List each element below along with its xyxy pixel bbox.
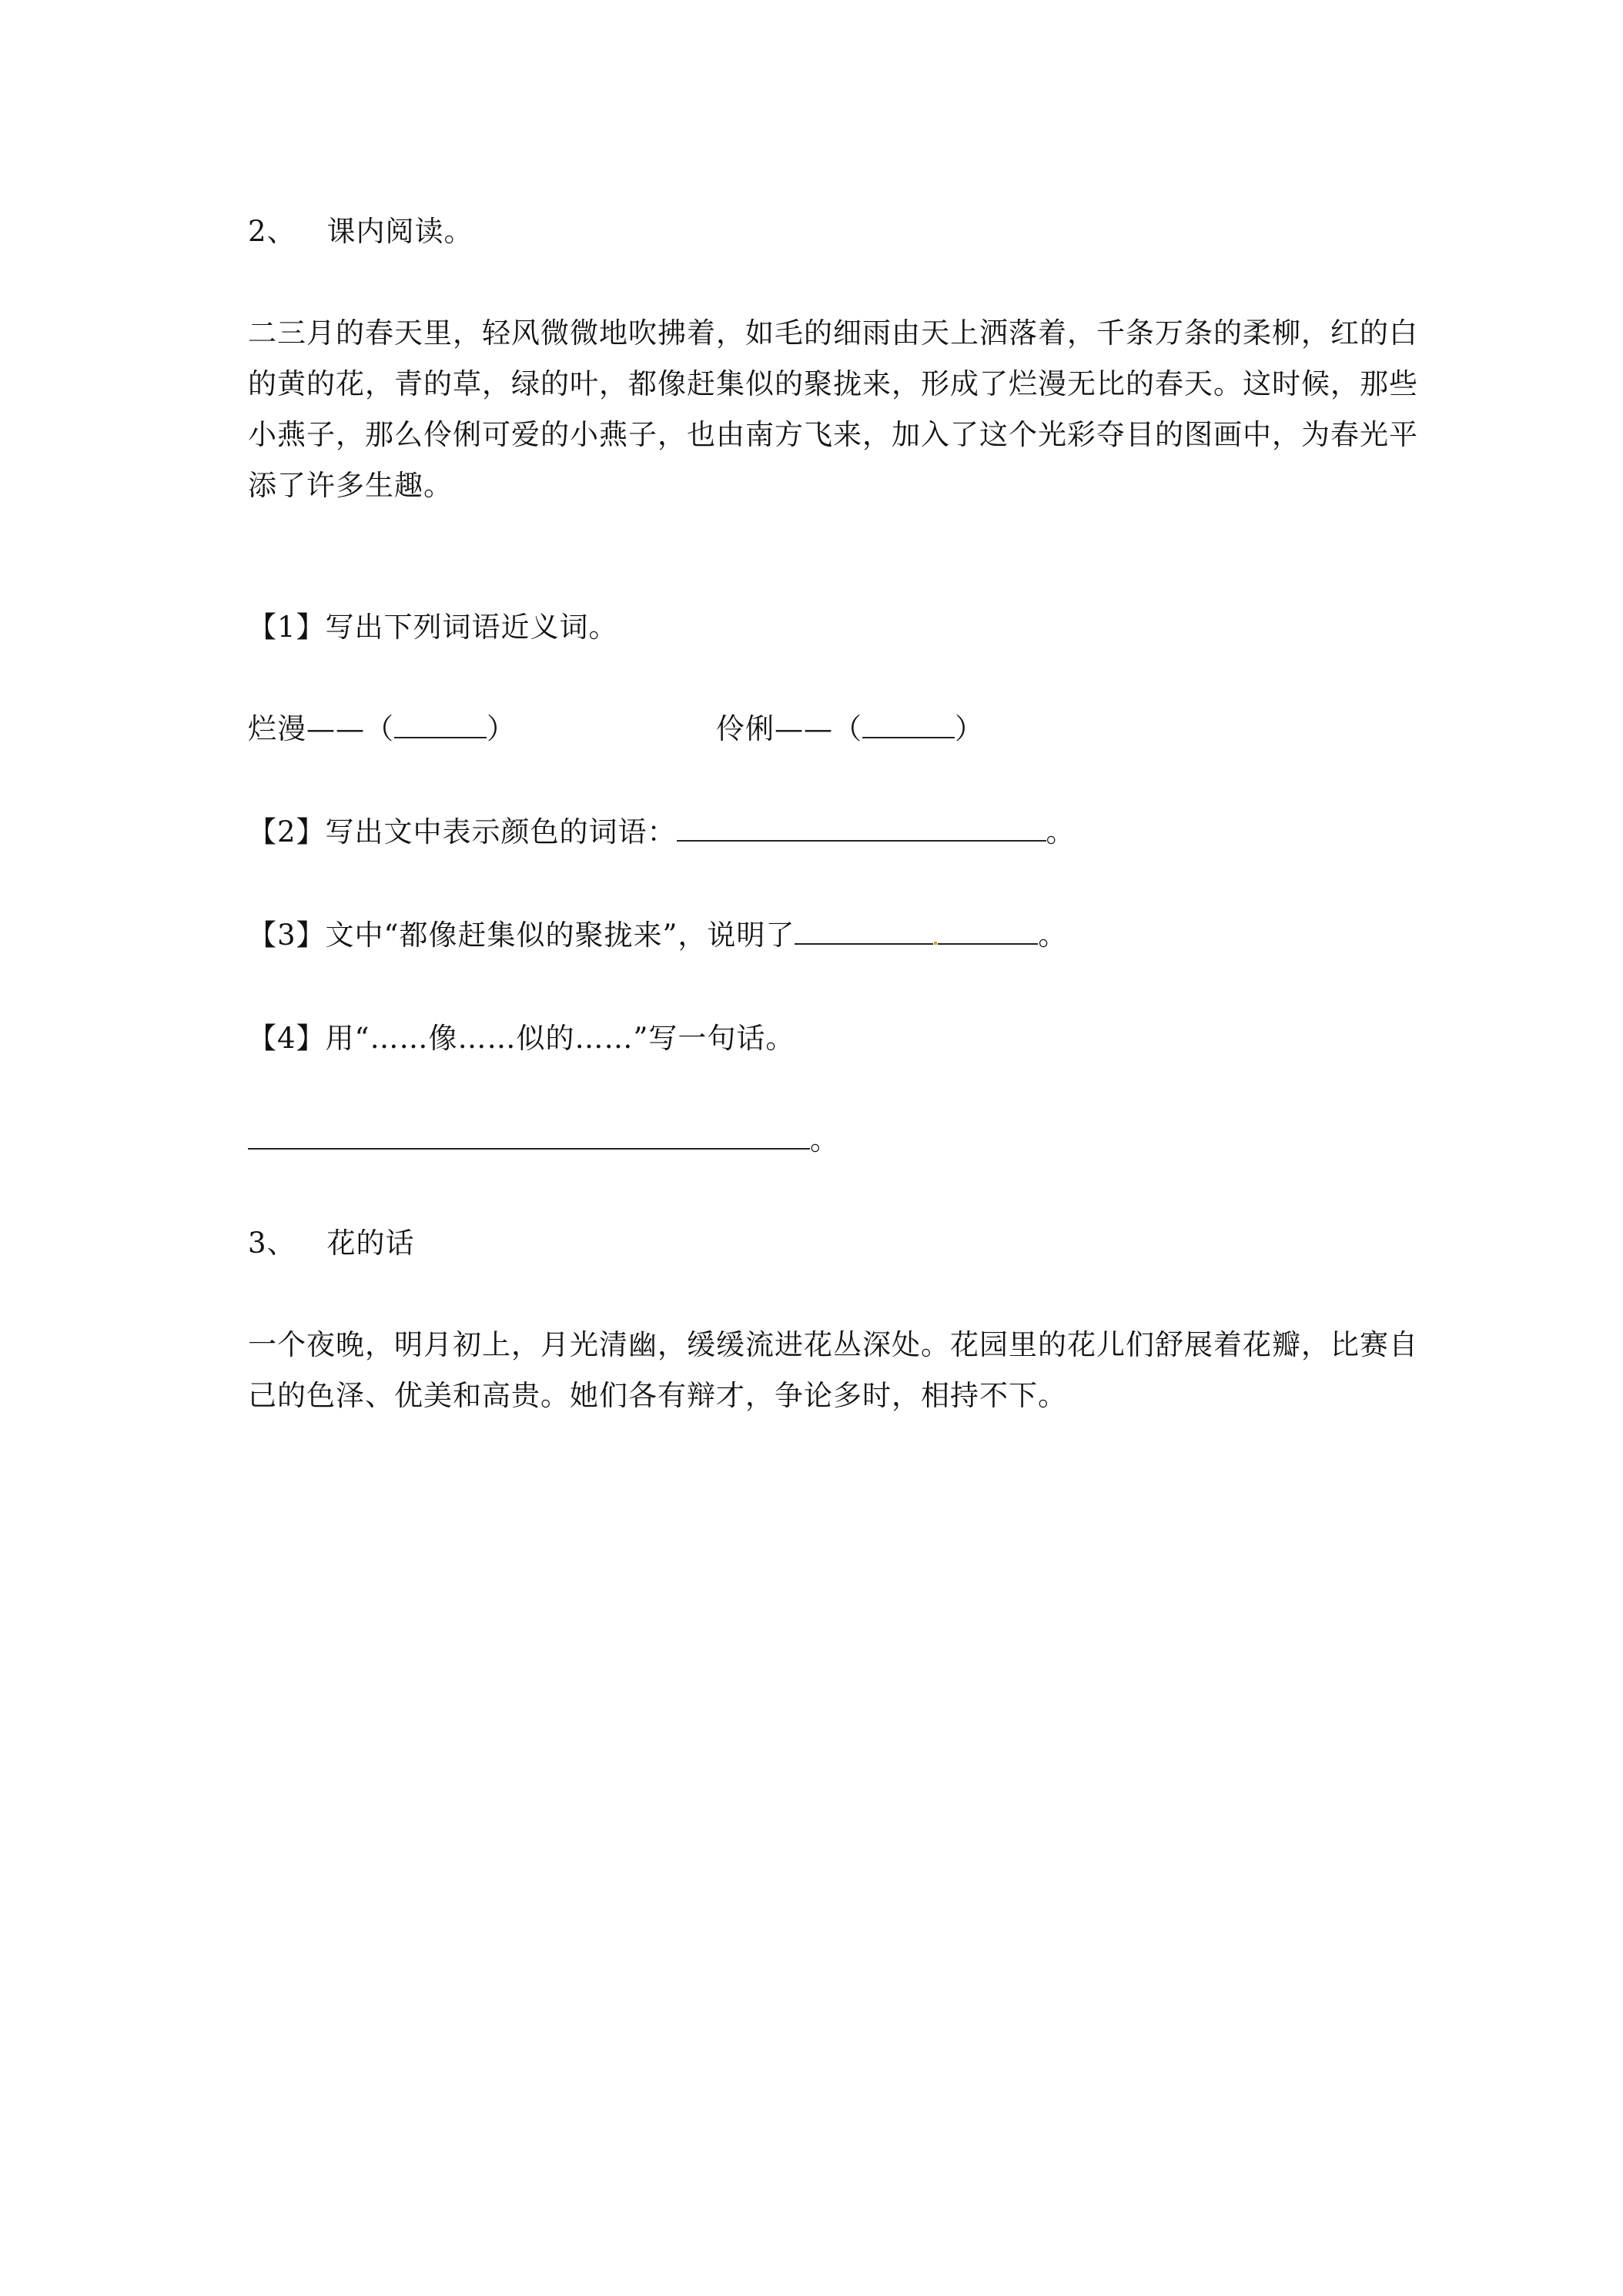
- section-3-heading: [248, 1224, 415, 1263]
- passage-line: 添了许多生趣。: [248, 469, 453, 502]
- question-3: [248, 916, 1067, 955]
- answer-blank-colors[interactable]: [677, 814, 1046, 842]
- question-3-end: 。: [1038, 919, 1068, 952]
- synonym-item-a-close: ）: [487, 712, 516, 745]
- synonym-blank-b[interactable]: [862, 711, 955, 738]
- synonym-item-b-close: ）: [955, 712, 984, 745]
- question-1-prompt: 【1】写出下列词语近义词。: [248, 611, 618, 644]
- question-4-end: 。: [810, 1123, 839, 1156]
- stray-mark: [934, 942, 937, 945]
- section-3-number: 3、: [248, 1227, 296, 1260]
- question-2-prompt: 【2】写出文中表示颜色的词语：: [248, 815, 677, 848]
- passage-line: 小燕子，那么伶俐可爱的小燕子，也由南方飞来，加入了这个光彩夺目的图画中，为春光平: [248, 418, 1418, 451]
- passage-line: 一个夜晚，明月初上，月光清幽，缓缓流进花丛深处。花园里的花儿们舒展着花瓣，比赛自: [248, 1328, 1418, 1361]
- answer-blank-meaning-part2[interactable]: [938, 917, 1038, 945]
- synonym-blank-a[interactable]: [394, 711, 487, 738]
- section-2-title: 课内阅读。: [326, 215, 474, 248]
- passage-line: 己的色泽、优美和高贵。她们各有辩才，争论多时，相持不下。: [248, 1379, 1067, 1412]
- answer-blank-meaning-part1[interactable]: [795, 917, 933, 945]
- question-2-end: 。: [1046, 815, 1076, 848]
- question-1-items: [248, 710, 984, 748]
- section-3-title: 花的话: [326, 1227, 415, 1260]
- section-2-heading: [248, 213, 474, 251]
- answer-blank-sentence[interactable]: [248, 1122, 810, 1150]
- section-3-passage: [248, 1320, 1418, 1421]
- question-4-prompt: 【4】用“……像……似的……”写一句话。: [248, 1022, 795, 1055]
- question-4-answer: [248, 1121, 839, 1160]
- synonym-item-a-label: 烂漫——（: [248, 712, 394, 745]
- passage-line: 二三月的春天里，轻风微微地吹拂着，如毛的细雨由天上洒落着，千条万条的柔柳，红的白: [248, 316, 1418, 350]
- question-3-prompt: 【3】文中“都像赶集似的聚拢来”，说明了: [248, 919, 795, 952]
- section-2-passage: [248, 308, 1418, 511]
- passage-line: 的黄的花，青的草，绿的叶，都像赶集似的聚拢来，形成了烂漫无比的春天。这时候，那些: [248, 367, 1418, 400]
- synonym-item-b-label: 伶俐——（: [716, 712, 862, 745]
- question-2: [248, 813, 1076, 852]
- section-2-number: 2、: [248, 215, 296, 248]
